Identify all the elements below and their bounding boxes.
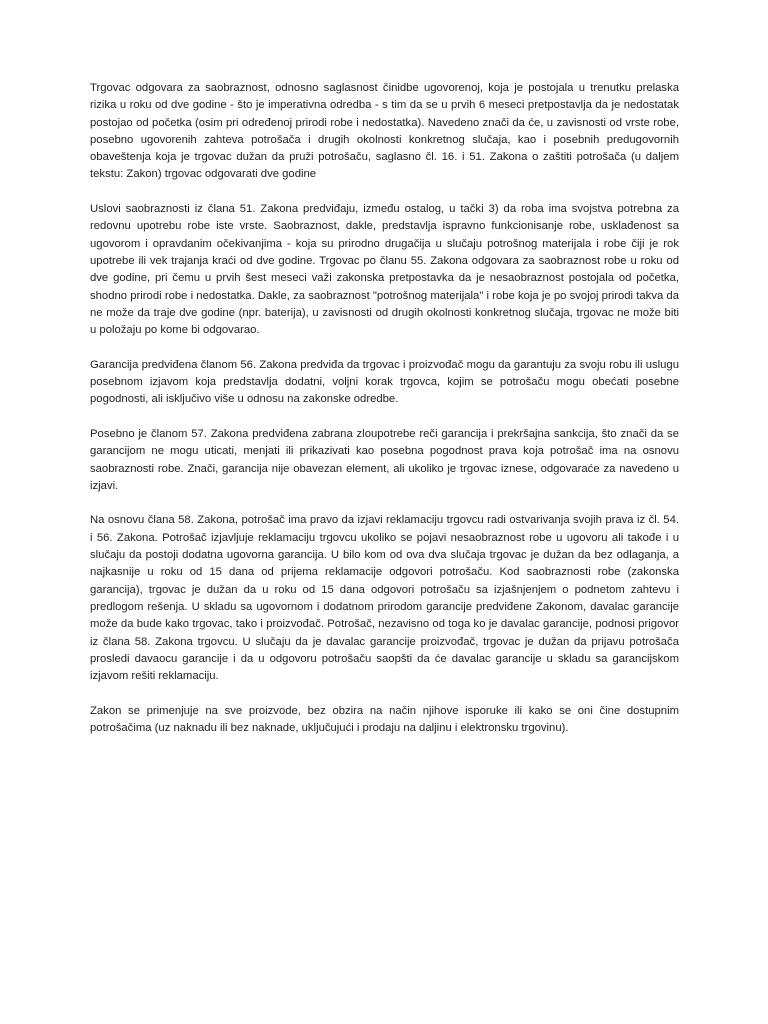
- paragraph-conformity-conditions: Uslovi saobraznosti iz člana 51. Zakona predviđaju, između ostalog, u tački 3) da roba ima svojstva potrebna za redovnu upotrebu robe iste vrste. Saobraznost, dakle, predstavlja ispravno funkcionisanje robe, usklađenost sa ugovorom i opravdanim očekivanjima - koja su prirodno drugačija u slučaju potrošnog materijala i robe čiji je rok upotrebe ili vek trajanja kraći od dve godine. Trgovac po članu 55. Zakona odgovara za saobraznost robe u roku od dve godine, pri čemu u prvih šest meseci važi zakonska pretpostavka da je nesaobraznost postojala od početka, shodno prirodi robe i nedostatka. Dakle, za saobraznost "potrošnog materijala" i robe koja je po svojoj prirodi takva da ne može da traje dve godine (npr. baterija), u zavisnosti od drugih okolnosti konkretnog slučaja, trgovac ne može biti u položaju po kome bi odgovarao.: [90, 203, 679, 337]
- paragraph-complaint-article-58: Na osnovu člana 58. Zakona, potrošač ima pravo da izjavi reklamaciju trgovcu radi ostvarivanja svojih prava iz čl. 54. i 56. Zakona. Potrošač izjavljuje reklamaciju trgovcu ukoliko se pojavi nesaobraznost robe u ugovoru ali takođe i u slučaju da postoji dodatna ugovorna garancija. U bilo kom od ova dva slučaja trgovac je dužan da bez odlaganja, a najkasnije u roku od 15 dana od prijema reklamacije odgovori potrošaču. Kod saobraznosti robe (zakonska garancija), trgovac je dužan da u roku od 15 dana odgovori potrošaču sa izjašnjenjem o podnetom zahtevu i predlogom rešenja. U skladu sa ugovornom i dodatnom prirodom garancije predviđene Zakonom, davalac garancije može da bude kako trgovac, tako i proizvođač. Potrošač, nezavisno od toga ko je davalac garancije, podnosi prigovor iz člana 58. Zakona trgovcu. U slučaju da je davalac garancije proizvođač, trgovac je dužan da prijavu potrošača prosledi davaocu garancije i da u odgovoru potrošaču saopšti da će davalac garancije u skladu sa garancijskom izjavom rešiti reklamaciju.: [90, 514, 679, 683]
- paragraph-law-scope: Zakon se primenjuje na sve proizvode, bez obzira na način njihove isporuke ili kako se oni čine dostupnim potrošačima (uz naknadu ili bez naknade, uključujući i prodaju na daljinu i elektronsku trgovinu).: [90, 704, 679, 734]
- paragraph-guarantee-misuse-article-57: Posebno je članom 57. Zakona predviđena zabrana zloupotrebe reči garancija i prekršajna sankcija, što znači da se garancijom ne mogu uticati, menjati ili prikazivati kao posebna pogodnost prava koja potrošač ima na osnovu saobraznosti robe. Znači, garancija nije obavezan element, ali ukoliko je trgovac iznese, odgovaraće za navedeno u izjavi.: [90, 427, 679, 492]
- paragraph-guarantee-article-56: Garancija predviđena članom 56. Zakona predviđa da trgovac i proizvođač mogu da garantuju za svoju robu ili uslugu posebnom izjavom koja predstavlja dodatni, voljni korak trgovca, kojim se potrošaču mogu obećati posebne pogodnosti, ali isključivo više u odnosu na zakonske odredbe.: [90, 358, 679, 406]
- paragraph-conformity-liability: Trgovac odgovara za saobraznost, odnosno saglasnost činidbe ugovorenoj, koja je postojala u trenutku prelaska rizika u roku od dve godine - što je imperativna odredba - s tim da se u prvih 6 meseci pretpostavlja da je nedostatak postojao od početka (osim pri određenoj prirodi robe i nedostatka). Navedeno znači da će, u zavisnosti od vrste robe, posebno ugovorenih zahteva potrošača i drugih okolnosti konkretnog slučaja, kao i posebnih predugovornih obaveštenja koja je trgovac dužan da pruži potrošaču, saglasno čl. 16. i 51. Zakona o zaštiti potrošača (u daljem tekstu: Zakon) trgovac odgovarati dve godine: [90, 82, 679, 181]
- document-body: [90, 80, 679, 755]
